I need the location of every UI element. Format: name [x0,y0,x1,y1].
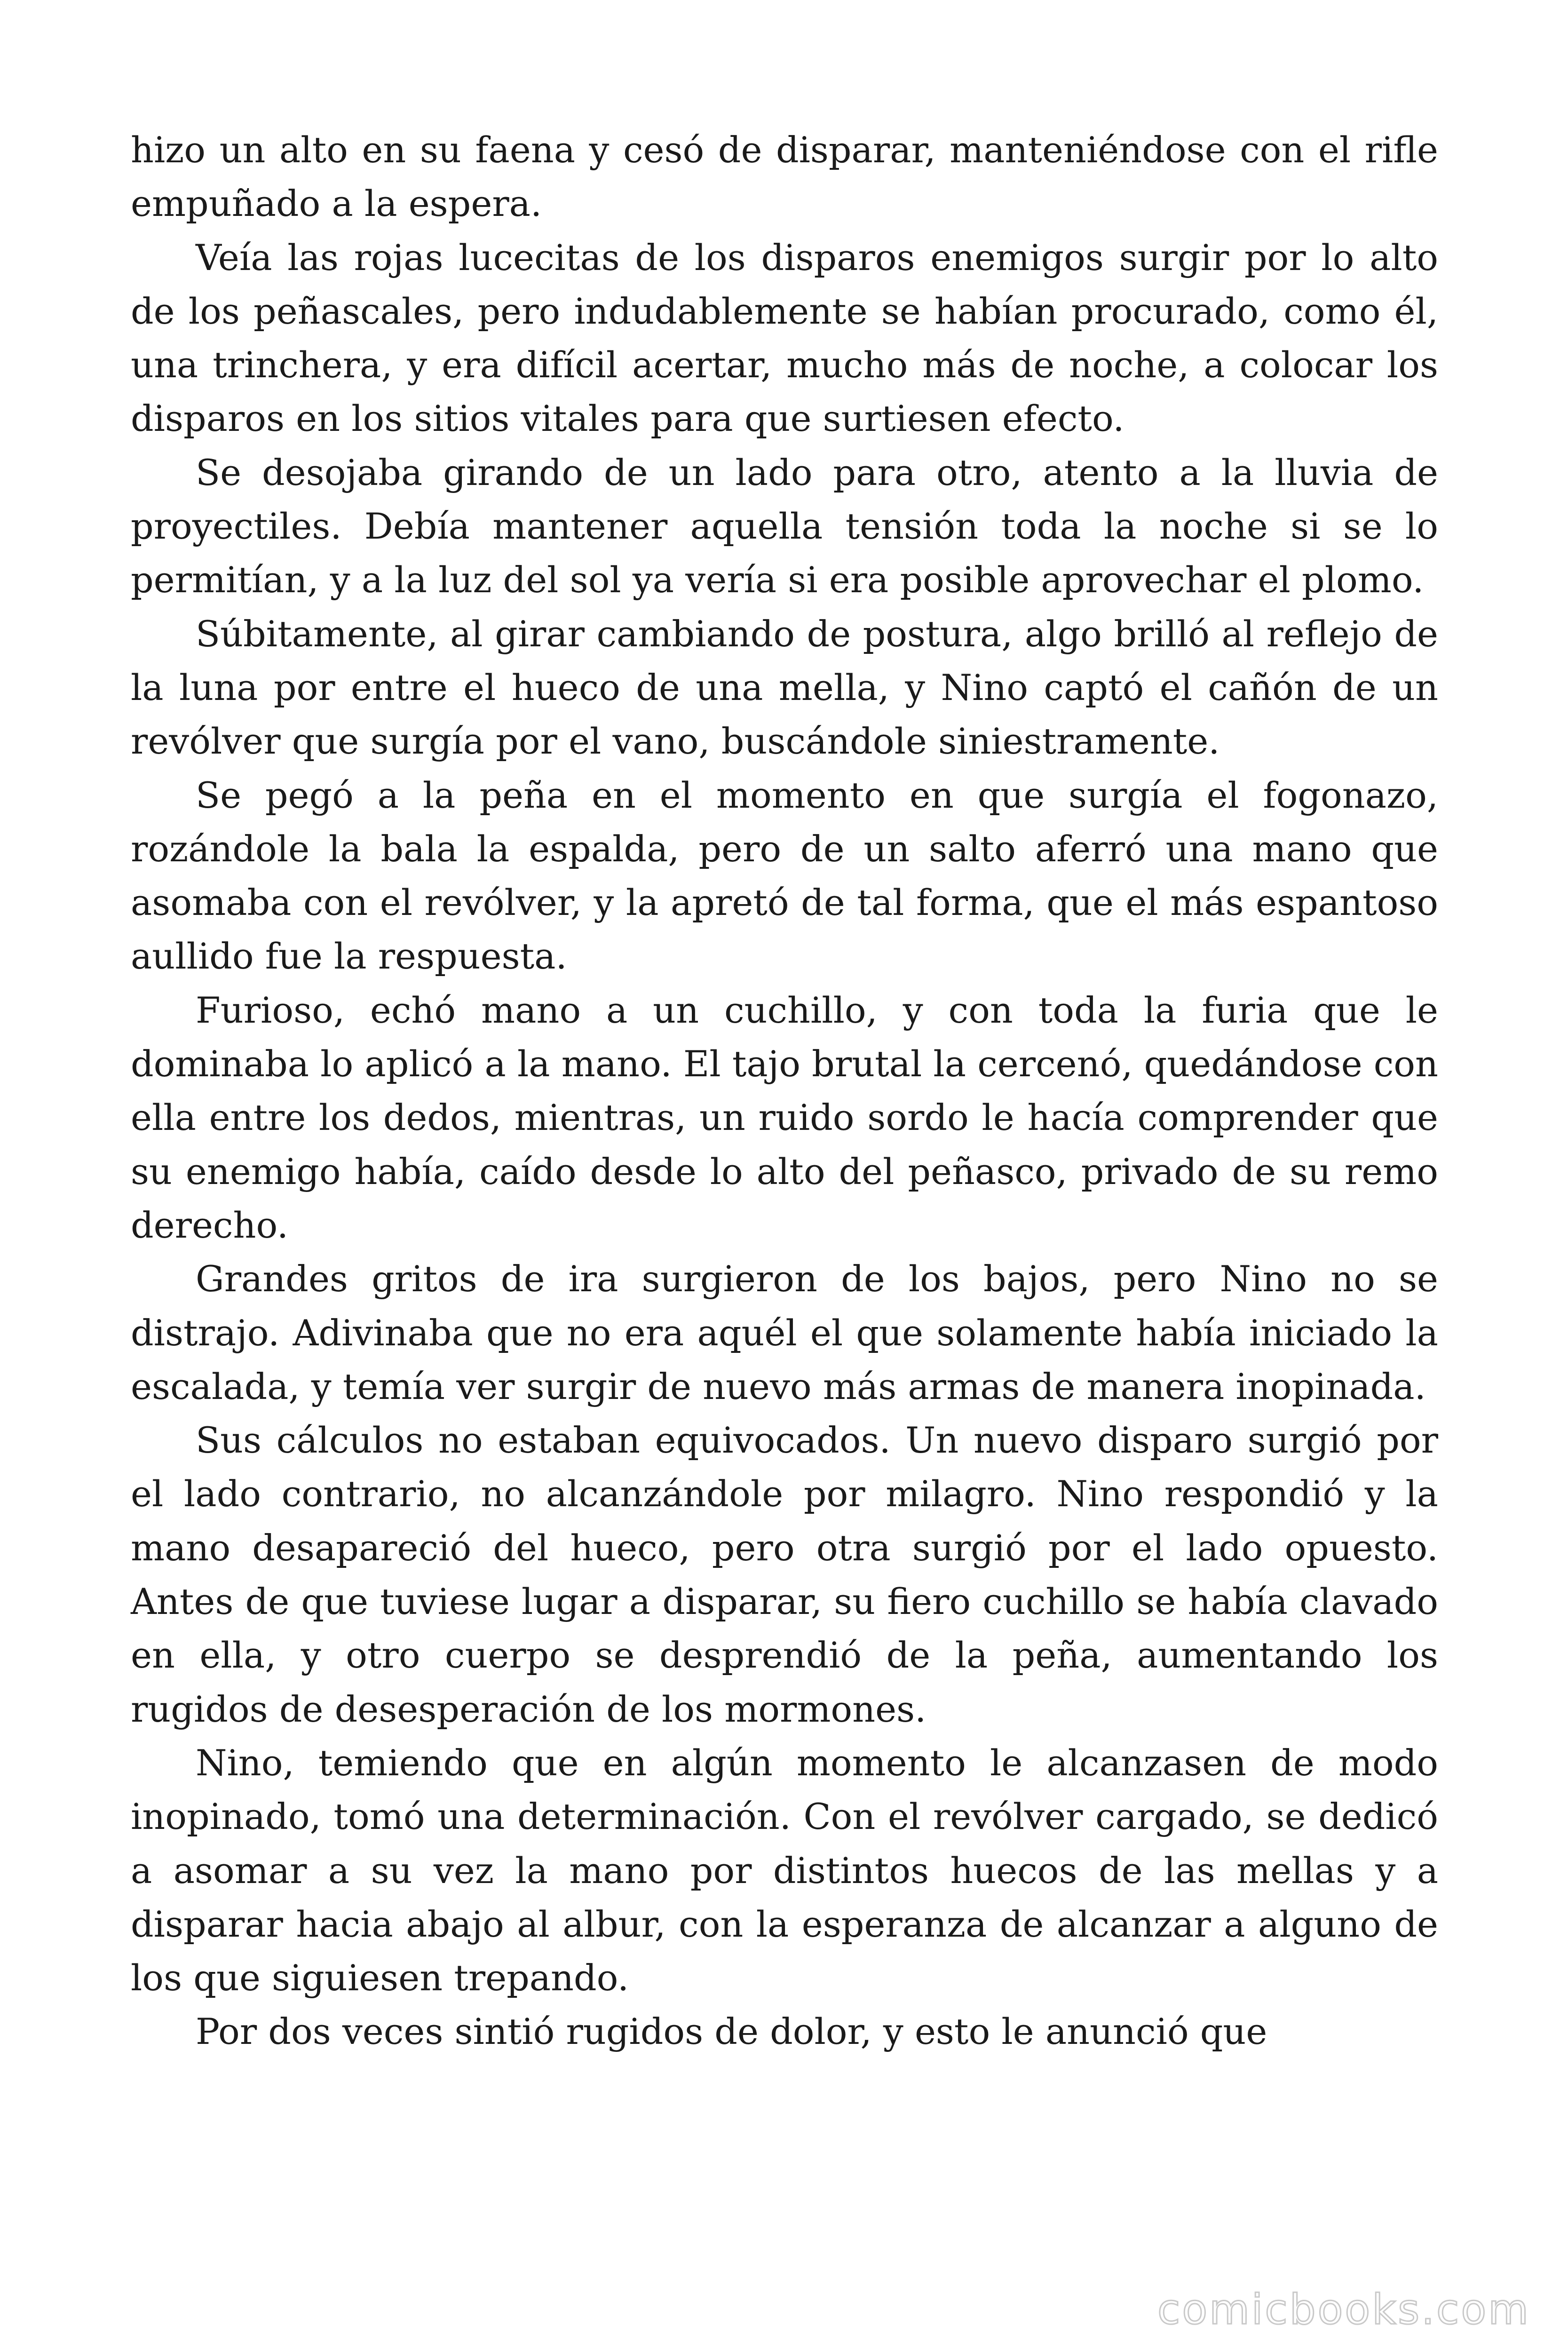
paragraph: Se desojaba girando de un lado para otro, atento a la lluvia de proyectiles. Debía mantener aquella tensión toda la noche si se lo permitían, y a la luz del sol ya vería si era posible aprovechar el plomo. [131,451,1438,601]
paragraph: Súbitamente, al girar cambiando de postura, algo brilló al reflejo de la luna por entre el hueco de una mella, y Nino captó el cañón de un revólver que surgía por el vano, buscándole siniestramente. [131,612,1438,763]
watermark: comicbooks.com [1157,2285,1530,2334]
paragraph-continuation: hizo un alto en su faena y cesó de disparar, manteniéndose con el rifle empuñado a la espera. [131,129,1438,225]
paragraph: Furioso, echó mano a un cuchillo, y con toda la furia que le dominaba lo aplicó a la mano. El tajo brutal la cercenó, quedándose con ella entre los dedos, mientras, un ruido sordo le hacía comprender que su enemigo había, caído desde lo alto del peñasco, privado de su remo derecho. [131,989,1438,1246]
paragraph: Nino, temiendo que en algún momento le alcanzasen de modo inopinado, tomó una determinación. Con el revólver cargado, se dedicó a asomar a su vez la mano por distintos huecos de las mellas y a disparar hacia abajo al albur, con la esperanza de alcanzar a alguno de los que siguiesen trepando. [131,1741,1438,1999]
page-body-text [131,123,1438,2059]
paragraph: Grandes gritos de ira surgieron de los bajos, pero Nino no se distrajo. Adivinaba que no era aquél el que solamente había iniciado la escalada, y temía ver surgir de nuevo más armas de manera inopinada. [131,1258,1438,1407]
paragraph: Sus cálculos no estaban equivocados. Un nuevo disparo surgió por el lado contrario, no alcanzándole por milagro. Nino respondió y la mano desapareció del hueco, pero otra surgió por el lado opuesto. Antes de que tuviese lugar a disparar, su fiero cuchillo se había clavado en ella, y otro cuerpo se desprendió de la peña, aumentando los rugidos de desesperación de los mormones. [131,1419,1438,1730]
paragraph: Por dos veces sintió rugidos de dolor, y esto le anunció que [196,2010,1267,2053]
paragraph: Veía las rojas lucecitas de los disparos enemigos surgir por lo alto de los peñascales, pero indudablemente se habían procurado, como él, una trinchera, y era difícil acertar, mucho más de noche, a colocar los disparos en los sitios vitales para que surtiesen efecto. [131,236,1438,440]
paragraph: Se pegó a la peña en el momento en que surgía el fogonazo, rozándole la bala la espalda, pero de un salto aferró una mano que asomaba con el revólver, y la apretó de tal forma, que el más espantoso aullido fue la respuesta. [131,774,1438,977]
